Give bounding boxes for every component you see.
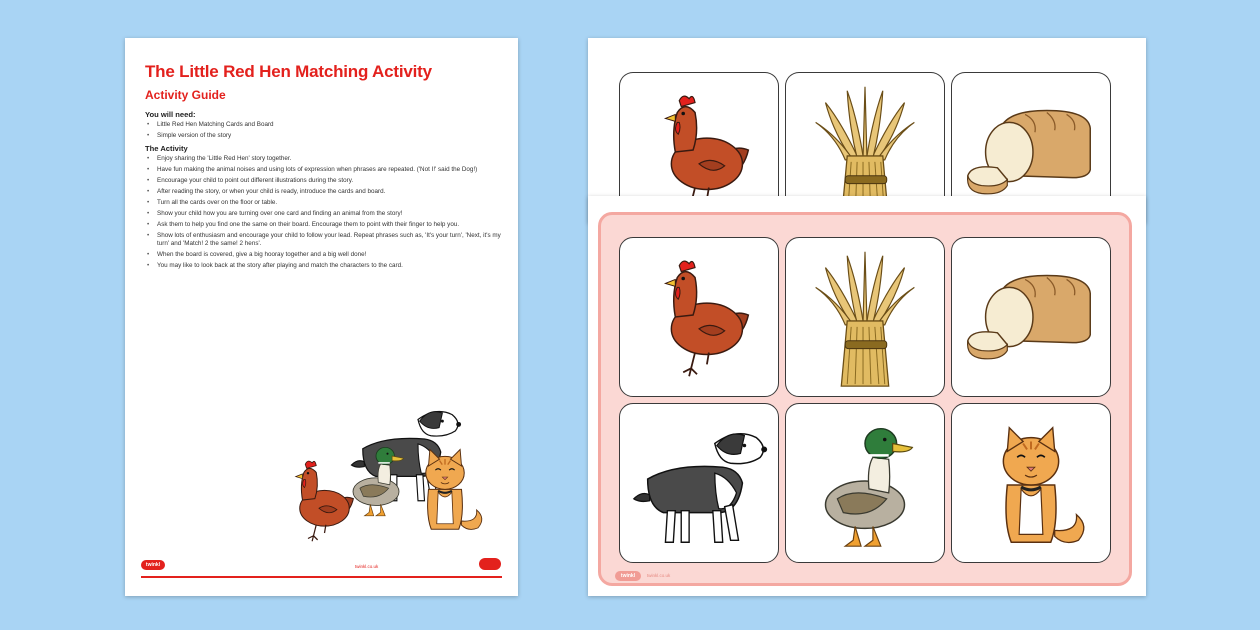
wheat-icon xyxy=(786,73,944,202)
activity-step: • Show lots of enthusiasm and encourage your child to follow your lead. Repeat phrases such as, 'It's your turn', 'Next, it's my turn' and 'Match! 2 the same! 2 hens'. xyxy=(155,232,507,247)
bread-icon xyxy=(952,73,1110,202)
board-cell-cat[interactable] xyxy=(951,403,1111,563)
matching-board-sheet xyxy=(588,196,1146,596)
matching-board xyxy=(598,212,1132,586)
hen-illustration xyxy=(296,461,354,541)
board-cell-bread[interactable] xyxy=(951,237,1111,397)
board-cell-wheat[interactable] xyxy=(785,237,945,397)
duck-icon xyxy=(786,404,944,562)
activity-step: • When the board is covered, give a big hooray together and a big well done! xyxy=(155,251,507,259)
activity-step: • You may like to look back at the story after playing and match the characters to the card. xyxy=(155,262,507,270)
activity-step: • After reading the story, or when your child is ready, introduce the cards and board. xyxy=(155,188,507,196)
activity-step: • Enjoy sharing the 'Little Red Hen' story together. xyxy=(155,155,507,163)
hen-card[interactable] xyxy=(619,72,779,202)
cat-illustration xyxy=(426,450,482,530)
board-cell-duck[interactable] xyxy=(785,403,945,563)
guide-animals-illustration xyxy=(270,393,510,553)
guide-title: The Little Red Hen Matching Activity xyxy=(145,62,432,81)
bread-card[interactable] xyxy=(951,72,1111,202)
wheat-icon xyxy=(786,238,944,396)
bread-icon xyxy=(952,238,1110,396)
activity-steps-list xyxy=(145,155,507,269)
you-will-need-heading: You will need: xyxy=(145,110,196,119)
guide-body xyxy=(145,110,507,273)
materials-list xyxy=(145,121,507,140)
activity-step: • Show your child how you are turning over one card and finding an animal from the story! xyxy=(155,210,507,218)
activity-guide-page xyxy=(125,38,518,596)
materials-item: • Little Red Hen Matching Cards and Board xyxy=(155,121,507,129)
activity-step: • Turn all the cards over on the floor or table. xyxy=(155,199,507,207)
guide-subtitle: Activity Guide xyxy=(145,88,226,102)
hen-icon xyxy=(620,238,778,396)
twinkl-logo: twinkl xyxy=(141,560,165,570)
hen-icon xyxy=(620,73,778,202)
board-cell-hen[interactable] xyxy=(619,237,779,397)
board-cell-dog[interactable] xyxy=(619,403,779,563)
activity-heading: The Activity xyxy=(145,143,188,153)
board-footer-url: twinkl.co.uk xyxy=(647,573,671,578)
footer-url: twinkl.co.uk xyxy=(355,564,379,569)
dog-icon xyxy=(620,404,778,562)
footer-rule xyxy=(141,576,502,578)
cat-icon xyxy=(952,404,1110,562)
board-twinkl-logo: twinkl xyxy=(615,571,641,581)
activity-step: • Ask them to help you find one the same on their board. Encourage them to point with their finger to help you. xyxy=(155,221,507,229)
activity-step: • Encourage your child to point out different illustrations during the story. xyxy=(155,177,507,185)
wheat-card[interactable] xyxy=(785,72,945,202)
twinkl-badge-logo xyxy=(479,558,501,570)
materials-item: • Simple version of the story xyxy=(155,132,507,140)
activity-step: • Have fun making the animal noises and using lots of expression when phrases are repeated. ('Not I!' said the Dog!) xyxy=(155,166,507,174)
